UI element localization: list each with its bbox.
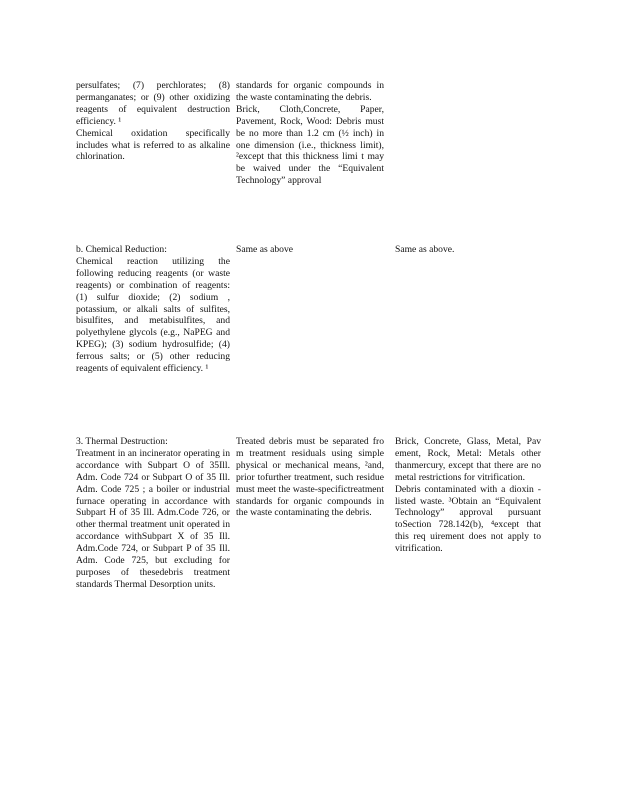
paragraph: Brick, Cloth,Concrete, Paper, Pavement, Rock, Wood: Debris must be no more than 1.2 cm (½ inch) in one dimension (i.e., thickness limit), ²except that this thickness limi t may be waived under the “Equivalent Technology” approval — [236, 103, 384, 187]
row2-method-cell — [76, 244, 230, 375]
paragraph: Chemical oxidation specifically includes what is referred to as alkaline chlorination. — [76, 127, 230, 163]
paragraph: Debris contaminated with a dioxin -listed waste. ³Obtain an “Equivalent Technology” approval pursuant toSection 728.142(b), ⁴except that this req uirement does not apply to vitrification. — [395, 483, 541, 555]
row1-method-cell — [76, 80, 230, 163]
section-heading: b. Chemical Reduction: — [76, 244, 167, 255]
row3-contaminant-cell — [236, 436, 384, 519]
row3-debris-cell — [395, 436, 541, 555]
row2-contaminant-cell — [236, 244, 384, 256]
row3-method-cell — [76, 436, 230, 591]
row1-contaminant-cell — [236, 80, 384, 187]
paragraph: persulfates; (7) perchlorates; (8) permanganates; or (9) other oxidizing reagents of equivalent destruction efficiency. ¹ — [76, 80, 230, 127]
paragraph: Same as above. — [395, 244, 455, 255]
row2-debris-cell — [395, 244, 541, 256]
paragraph: Same as above — [236, 244, 294, 255]
paragraph: Treatment in an incinerator operating in accordance with Subpart O of 35Ill. Adm. Code 724 or Subpart O of 35 Ill. Adm. Code 725 ; a boiler or industrial furnace operating in accordance with Subpart H of 35 Ill. Adm.Code 726, or other thermal treatment unit operated in accordance withSubpart X of 35 Ill. Adm.Code 724, or Subpart P of 35 Ill. Adm. Code 725, but excluding for purposes of thesedebris treatment standards Thermal Desorption units. — [76, 447, 230, 590]
paragraph: standards for organic compounds in the waste contaminating the debris. — [236, 80, 384, 103]
paragraph: Chemical reaction utilizing the following reducing reagents (or waste reagents) or combination of reagents: (1) sulfur dioxide; (2) sodium , potassium, or alkali salts of sulfites, bisulfites, and metabisulfites, and polyethylene glycols (e.g., NaPEG and KPEG); (3) sodium hydrosulfide; (4) ferrous salts; or (5) other reducing reagents of equivalent efficiency. ¹ — [76, 255, 230, 375]
section-heading: 3. Thermal Destruction: — [76, 436, 168, 447]
paragraph: Treated debris must be separated fro m treatment residuals using simple physical or mechanical means, ²and, prior tofurther treatment, such residue must meet the waste-specifictreatment standards for organic compounds in the waste contaminating the debris. — [236, 436, 384, 519]
paragraph: Brick, Concrete, Glass, Metal, Pav ement, Rock, Metal: Metals other thanmercury, except that there are no metal restrictions for vitrification. — [395, 436, 541, 483]
